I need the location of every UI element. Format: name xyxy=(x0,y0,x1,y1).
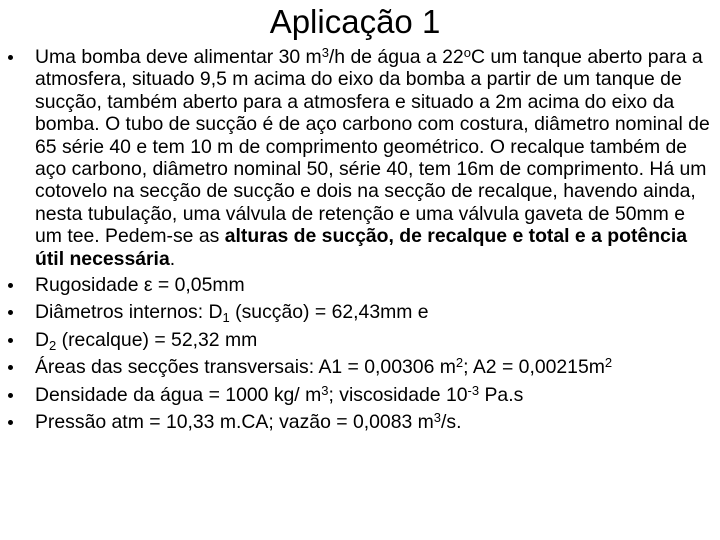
degree-mark: o xyxy=(463,45,471,60)
problem-text-1: Uma bomba deve alimentar 30 m xyxy=(35,46,322,68)
bullet-list xyxy=(0,46,716,439)
roughness-text: Rugosidade ε = 0,05mm xyxy=(35,274,245,297)
area-exponent-2: 2 xyxy=(604,355,613,371)
d2-text-b: (recalque) = 52,32 mm xyxy=(56,328,258,351)
diameters-text-b: (sucção) = 62,43mm e xyxy=(229,301,429,324)
diameters-text-a: Diâmetros internos: D xyxy=(35,301,223,324)
bullet-diameters xyxy=(0,301,716,326)
slide-title: Aplicação 1 xyxy=(269,3,441,40)
areas-text-a: Áreas das secções transversais: A1 = 0,00306 m xyxy=(35,356,456,379)
density-exponent: 3 xyxy=(321,382,329,398)
pressure-text-a: Pressão atm = 10,33 m.CA; vazão = 0,0083 m xyxy=(35,411,434,434)
bullet-dot-icon xyxy=(8,310,13,315)
areas-text-b: ; A2 = 0,00215m xyxy=(463,356,605,379)
diameter-subscript: 1 xyxy=(222,310,230,326)
problem-text-2: /h de água a 22 xyxy=(328,46,464,68)
bullet-pressure xyxy=(0,411,716,433)
bullet-dot-icon xyxy=(8,420,13,425)
density-text-b: ; viscosidade 10 xyxy=(328,383,468,406)
d2-subscript: 2 xyxy=(49,337,57,353)
bullet-dot-icon xyxy=(8,338,13,343)
density-text-a: Densidade da água = 1000 kg/ m xyxy=(35,383,322,406)
viscosity-exponent: -3 xyxy=(467,382,480,398)
problem-emphasis: alturas de sucção, de recalque e total e a potência útil necessária xyxy=(35,225,688,270)
bullet-roughness xyxy=(0,274,716,296)
flow-exponent: 3 xyxy=(433,410,442,426)
problem-text-3: C um tanque aberto para a atmosfera, situado 9,5 m acima do eixo da bomba a partir de um tanque de sucção, também aberto para a atmosfera e situado a 2m acima do eixo da bomba. O tubo de sucção é de aço carbono com costura, diâmetro nominal de 65 série 40 e tem 10 m de comprimento geométrico. O recalque também de aço carbono, diâmetro nominal 50, série 40, tem 16m de comprimento. Há um cotovelo na secção de sucção e dois na secção de recalque, havendo ainda, nesta tubulação, uma válvula de retenção e uma válvula gaveta de 50mm e um tee. Pedem-se as xyxy=(35,46,710,248)
bullet-dot-icon xyxy=(8,283,13,288)
bullet-problem-statement xyxy=(0,46,716,270)
problem-end: . xyxy=(169,247,176,270)
bullet-dot-icon xyxy=(8,393,13,398)
bullet-dot-icon xyxy=(8,55,13,60)
bullet-density xyxy=(0,384,716,406)
density-text-c: Pa.s xyxy=(479,383,524,406)
d2-text-a: D xyxy=(35,328,50,351)
unit-exponent: 3 xyxy=(321,45,329,60)
pressure-text-b: /s. xyxy=(441,411,462,434)
area-exponent-1: 2 xyxy=(455,355,464,371)
bullet-dot-icon xyxy=(8,365,13,370)
bullet-areas xyxy=(0,356,716,378)
bullet-d2 xyxy=(0,329,716,351)
